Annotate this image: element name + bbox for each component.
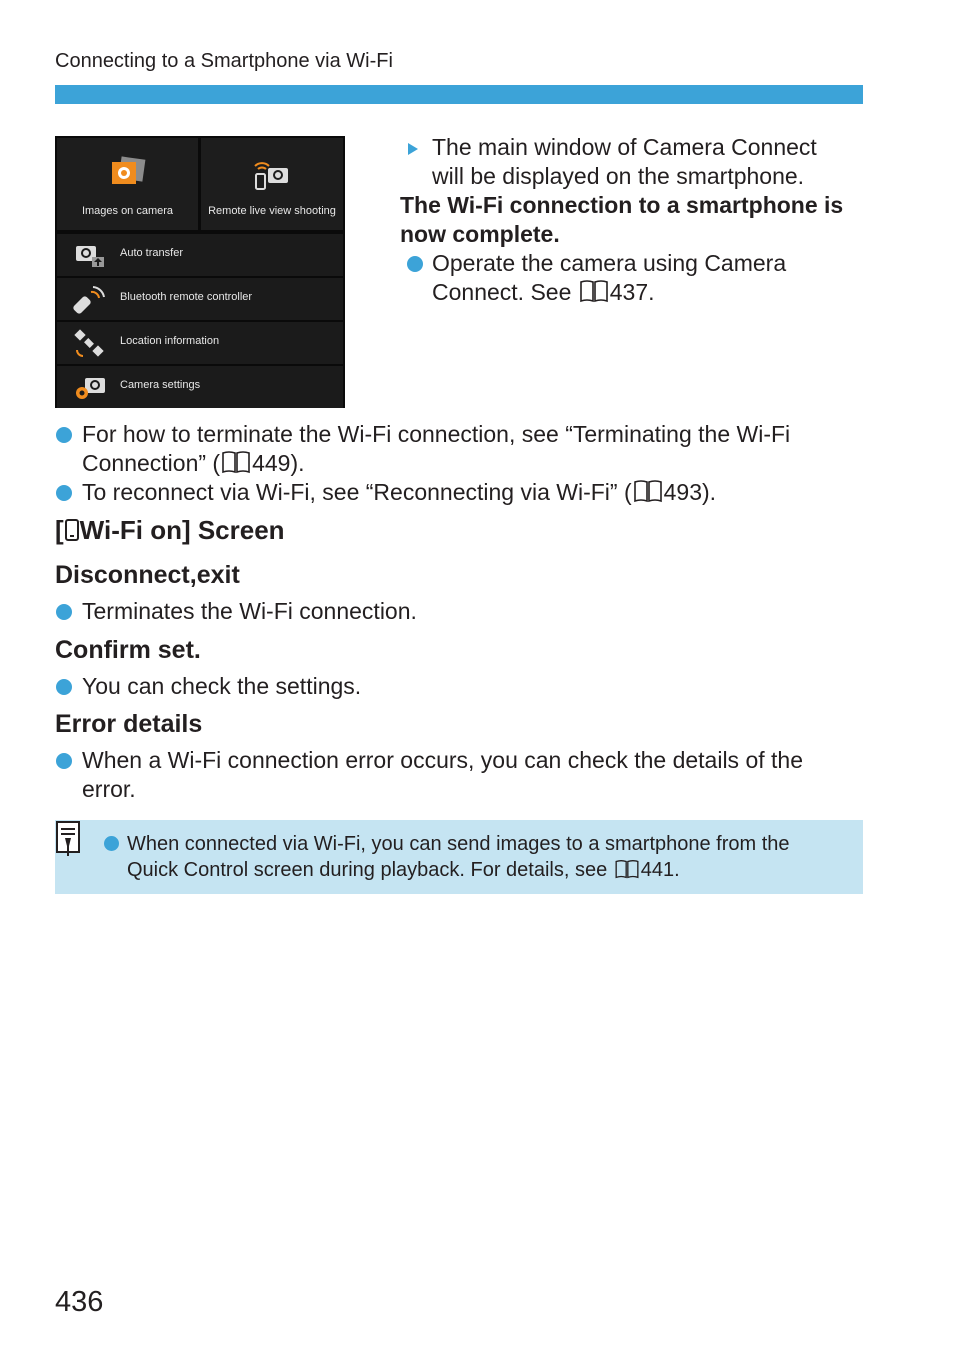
text-line: will be displayed on the smartphone.: [432, 163, 805, 189]
camera-screen: [55, 136, 345, 408]
text-segment: Quick Control screen during playback. For details, see: [127, 859, 613, 881]
item-heading: Error details: [55, 710, 203, 738]
tile-label: Images on camera: [81, 205, 174, 217]
item-heading: Disconnect,exit: [55, 561, 240, 589]
title-bracket: [: [55, 515, 64, 545]
images-icon: [108, 156, 148, 195]
tile-images-on-camera: [57, 138, 198, 230]
satellite-icon: [73, 328, 107, 363]
text-line: When a Wi-Fi connection error occurs, you can check the details of the: [82, 747, 803, 773]
row-label: Bluetooth remote controller: [120, 291, 253, 303]
tile-remote-live-view: [201, 138, 343, 230]
page-reference-icon: [633, 479, 663, 510]
text-segment: ).: [290, 450, 305, 476]
page-reference-icon: [221, 450, 251, 481]
text-line: [82, 478, 875, 510]
text-segment: Connection” (: [82, 450, 221, 476]
arrow-right-icon: [408, 143, 418, 155]
tile-label: Remote live view shooting: [208, 205, 336, 217]
page-number: 436: [55, 1286, 104, 1318]
text-line: Terminates the Wi-Fi connection.: [82, 598, 417, 624]
text-line: now complete.: [400, 221, 560, 247]
bullet-icon: [56, 427, 72, 443]
item-heading: Confirm set.: [55, 636, 201, 664]
row-bluetooth-remote: [57, 278, 343, 320]
text-line: Operate the camera using Camera: [432, 250, 787, 276]
page-reference: 449: [252, 450, 291, 476]
list-item: [55, 420, 875, 481]
row-label: Camera settings: [120, 379, 201, 391]
memo-icon: [55, 820, 83, 863]
bullet-icon: [56, 485, 72, 501]
smartphone-icon: [64, 516, 80, 549]
text-segment: .: [648, 279, 655, 305]
step-result: [400, 133, 870, 191]
row-label: Location information: [120, 335, 220, 347]
text-segment: To reconnect via Wi-Fi, see “Reconnecting via Wi-Fi” (: [82, 479, 632, 505]
row-auto-transfer: [57, 234, 343, 276]
running-head: Connecting to a Smartphone via Wi-Fi: [55, 50, 393, 72]
text-line: The main window of Camera Connect: [432, 134, 817, 160]
header-bar: [55, 85, 863, 104]
remote-shooting-icon: [250, 156, 294, 197]
title-text: Wi-Fi on] Screen: [79, 515, 285, 545]
list-item: [55, 672, 875, 701]
bullet-icon: [407, 256, 423, 272]
list-item: [400, 249, 870, 310]
text-line: When connected via Wi-Fi, you can send images to a smartphone from the: [127, 833, 790, 855]
page-reference-icon: [614, 859, 640, 886]
text-line: error.: [82, 776, 136, 802]
page-reference: 441: [640, 859, 675, 881]
text-line: [127, 857, 857, 886]
bullet-icon: [56, 604, 72, 620]
bullet-icon: [56, 679, 72, 695]
page-reference-icon: [579, 279, 609, 310]
completion-statement: [400, 191, 870, 249]
list-item: [55, 746, 875, 804]
list-item: [55, 597, 875, 626]
bullet-icon: [104, 836, 119, 851]
camera-settings-icon: [73, 372, 107, 407]
step-result-text: [400, 133, 870, 310]
text-line: You can check the settings.: [82, 673, 362, 699]
text-segment: ).: [701, 479, 717, 505]
page-reference: 493: [663, 479, 702, 505]
row-label: Auto transfer: [120, 247, 183, 259]
text-line: For how to terminate the Wi-Fi connection, see “Terminating the Wi-Fi: [82, 421, 791, 447]
text-segment: Connect. See: [432, 279, 578, 305]
bluetooth-remote-icon: [73, 284, 107, 319]
note-box: [55, 820, 863, 894]
section-title: [55, 515, 285, 549]
page-reference: 437: [609, 279, 649, 305]
bullet-icon: [56, 753, 72, 769]
row-location-information: [57, 322, 343, 364]
text-line: [82, 449, 875, 481]
row-camera-settings: [57, 366, 343, 408]
text-segment: .: [674, 859, 680, 881]
note-text: [127, 831, 857, 886]
text-line: [432, 278, 870, 310]
text-line: The Wi-Fi connection to a smartphone is: [400, 192, 844, 218]
auto-transfer-icon: [73, 240, 107, 275]
list-item: [55, 478, 875, 510]
